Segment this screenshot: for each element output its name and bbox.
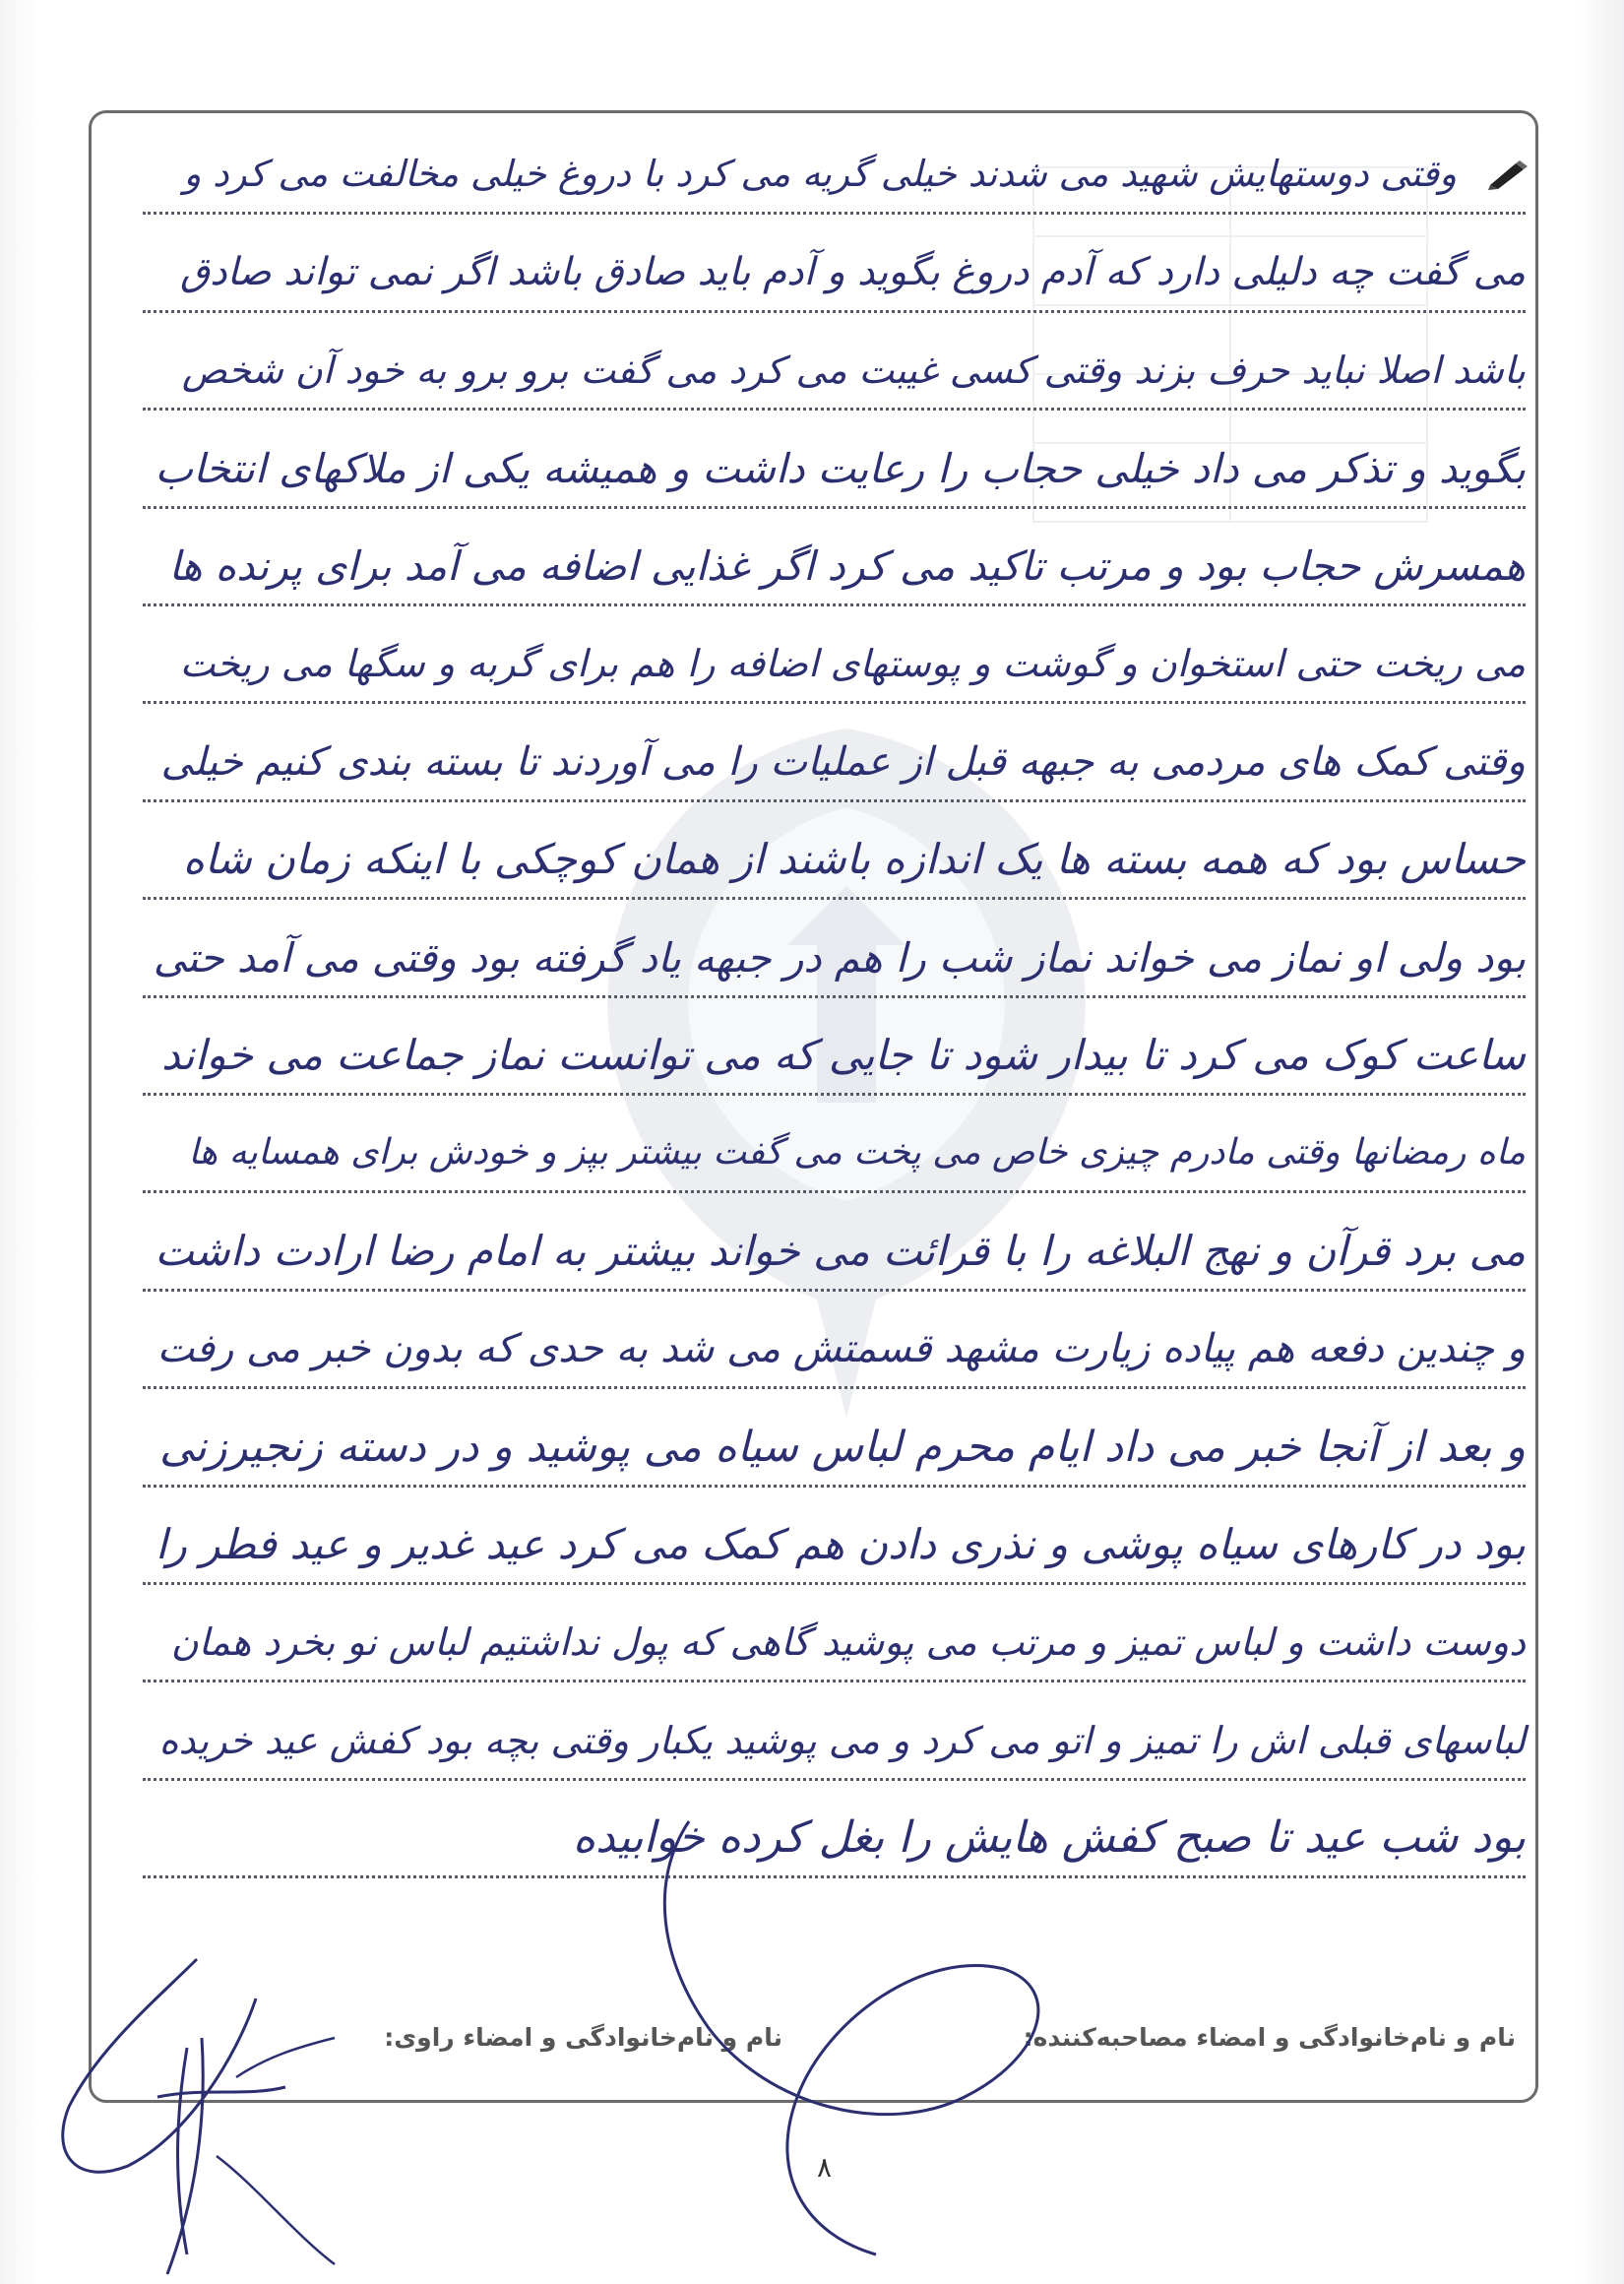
narrator-signature (39, 1939, 364, 2284)
interviewer-signature (630, 1802, 1083, 2264)
interviewer-signature-label: نام و نام‌خانوادگی و امضاء مصاحبه‌کننده: (1023, 2023, 1516, 2052)
line-text: وقتی دوستهایش شهید می شدند خیلی گریه می کرد با دروغ خیلی مخالفت می کرد و (183, 153, 1457, 195)
page-number: ٨ (817, 2151, 833, 2184)
line-text: بود ولی او نماز می خواند نماز شب را هم در جبهه یاد گرفته بود وقتی می آمد حتی (153, 934, 1526, 982)
handwritten-line (143, 1496, 1526, 1585)
line-text: بود شب عید تا صبح کفش هایش را بغل کرده خوابیده (572, 1812, 1526, 1863)
line-text: وقتی کمک های مردمی به جبهه قبل از عملیات را می آوردند تا بسته بندی کنیم خیلی (160, 739, 1526, 785)
handwritten-line (143, 420, 1526, 509)
handwritten-line (143, 224, 1526, 313)
line-text: بگوید و تذکر می داد خیلی حجاب را رعایت داشت و همیشه یکی از ملاکهای انتخاب (155, 445, 1526, 492)
line-text: همسرش حجاب بود و مرتب تاکید می کرد اگر غذایی اضافه می آمد برای پرنده ها (168, 542, 1526, 590)
handwritten-line (143, 811, 1526, 900)
handwritten-line (143, 322, 1526, 411)
handwritten-line (143, 1594, 1526, 1682)
line-text: و چندین دفعه هم پیاده زیارت مشهد قسمتش می شد به حدی که بدون خبر می رفت (156, 1326, 1526, 1371)
line-text: می گفت چه دلیلی دارد که آدم دروغ بگوید و آدم باید صادق باشد اگر نمی تواند صادق (180, 250, 1526, 294)
line-text: می برد قرآن و نهج البلاغه را با قرائت می خواند بیشتر به امام رضا ارادت داشت (155, 1227, 1526, 1275)
line-text: ماه رمضانها وقتی مادرم چیزی خاص می پخت می گفت بیشتر بپز و خودش برای همسایه ها (188, 1132, 1526, 1173)
line-text: ساعت کوک می کرد تا بیدار شود تا جایی که می توانست نماز جماعت می خواند (160, 1031, 1526, 1079)
handwritten-line (143, 518, 1526, 606)
line-text: حساس بود که همه بسته ها یک اندازه باشند از همان کوچکی با اینکه زمان شاه (182, 835, 1526, 883)
handwritten-line (143, 126, 1526, 215)
line-text: و بعد از آنجا خبر می داد ایام محرم لباس سیاه می پوشید و در دسته زنجیرزنی (159, 1423, 1526, 1472)
handwritten-line (143, 1007, 1526, 1096)
line-text: لباسهای قبلی اش را تمیز و اتو می کرد و می پوشید یکبار وقتی بچه بود کفش عید خریده (158, 1719, 1526, 1762)
handwritten-line (143, 1399, 1526, 1488)
handwritten-line (143, 910, 1526, 998)
line-text: باشد اصلا نباید حرف بزند وقتی کسی غیبت می کرد می گفت برو برو به خود آن شخص (181, 349, 1526, 392)
handwritten-line (143, 1692, 1526, 1781)
line-text: می ریخت حتی استخوان و گوشت و پوستهای اضافه را هم برای گربه و سگها می ریخت (179, 642, 1526, 685)
narrator-signature-label: نام و نام‌خانوادگی و امضاء راوی: (384, 2023, 782, 2052)
handwritten-line (143, 1203, 1526, 1292)
handwritten-line (143, 1105, 1526, 1193)
handwritten-line (143, 1301, 1526, 1389)
line-text: بود در کارهای سیاه پوشی و نذری دادن هم کمک می کرد عید غدیر و عید فطر را (156, 1520, 1526, 1568)
handwritten-line (143, 714, 1526, 802)
handwritten-line (143, 615, 1526, 704)
line-text: دوست داشت و لباس تمیز و مرتب می پوشید گاهی که پول نداشتیم لباس نو بخرد همان (170, 1620, 1526, 1664)
